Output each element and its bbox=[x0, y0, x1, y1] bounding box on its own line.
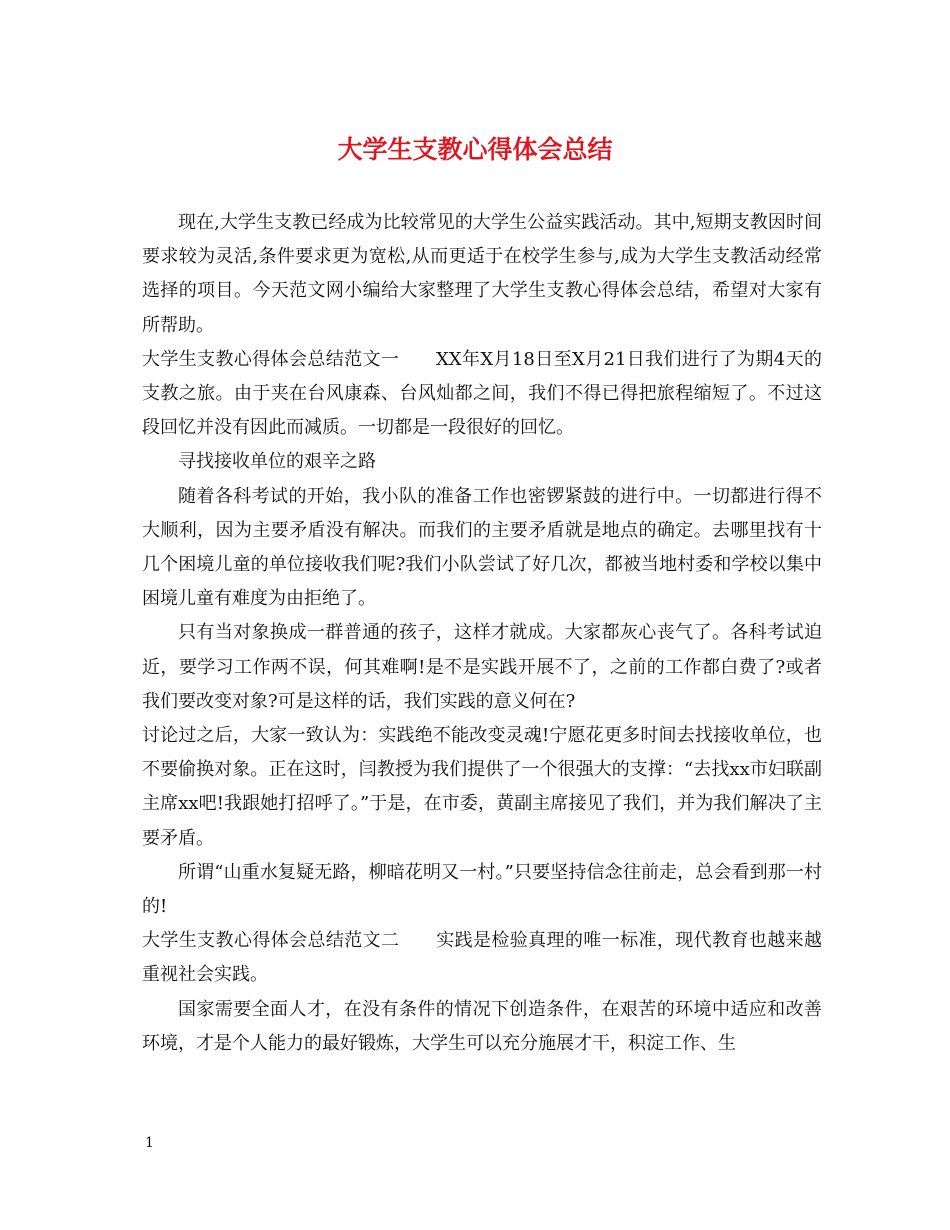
page-number: 1 bbox=[145, 1135, 154, 1151]
paragraph: 现在,大学生支教已经成为比较常见的大学生公益实践活动。其中,短期支教因时间要求较为灵活,条件要求更为宽松,从而更适于在校学生参与,成为大学生支教活动经常选择的项目。今天范文网小编给大家整理了大学生支教心得体会总结，希望对大家有所帮助。 bbox=[142, 212, 822, 336]
paragraph: 随着各科考试的开始，我小队的准备工作也密锣紧鼓的进行中。一切都进行得不大顺利，因为主要矛盾没有解决。而我们的主要矛盾就是地点的确定。去哪里找有十几个困境儿童的单位接收我们呢?我们小队尝试了好几次，都被当地村委和学校以集中困境儿童有难度为由拒绝了。 bbox=[142, 485, 822, 610]
document-body bbox=[142, 206, 822, 1061]
paragraph: 寻找接收单位的艰辛之路 bbox=[178, 451, 376, 473]
document-title: 大学生支教心得体会总结 bbox=[337, 135, 613, 164]
paragraph: 国家需要全面人才，在没有条件的情况下创造条件，在艰苦的环境中适应和改善环境，才是个人能力的最好锻炼，大学生可以充分施展才干，积淀工作、生 bbox=[142, 998, 822, 1054]
paragraph: 只有当对象换成一群普通的孩子，这样才就成。大家都灰心丧气了。各科考试迫近，要学习工作两不误，何其难啊!是不是实践开展不了，之前的工作都白费了?或者我们要改变对象?可是这样的话，我们实践的意义何在? bbox=[142, 622, 822, 712]
paragraph: 大学生支教心得体会总结范文二 实践是检验真理的唯一标准，现代教育也越来越重视社会实践。 bbox=[142, 930, 822, 986]
paragraph: 大学生支教心得体会总结范文一 XX年X月18日至X月21日我们进行了为期4天的支教之旅。由于夹在台风康森、台风灿都之间，我们不得已得把旅程缩短了。不过这段回忆并没有因此而减质。一切都是一段很好的回忆。 bbox=[142, 348, 822, 439]
paragraph: 所谓“山重水复疑无路，柳暗花明又一村。”只要坚持信念往前走，总会看到那一村的! bbox=[142, 861, 822, 918]
paragraph: 讨论过之后，大家一致认为：实践绝不能改变灵魂!宁愿花更多时间去找接收单位，也不要偷换对象。正在这时，闫教授为我们提供了一个很强大的支撑：“去找xx市妇联副主席xx吧!我跟她打招呼了。”于是，在市委，黄副主席接见了我们，并为我们解决了主要矛盾。 bbox=[142, 725, 822, 849]
